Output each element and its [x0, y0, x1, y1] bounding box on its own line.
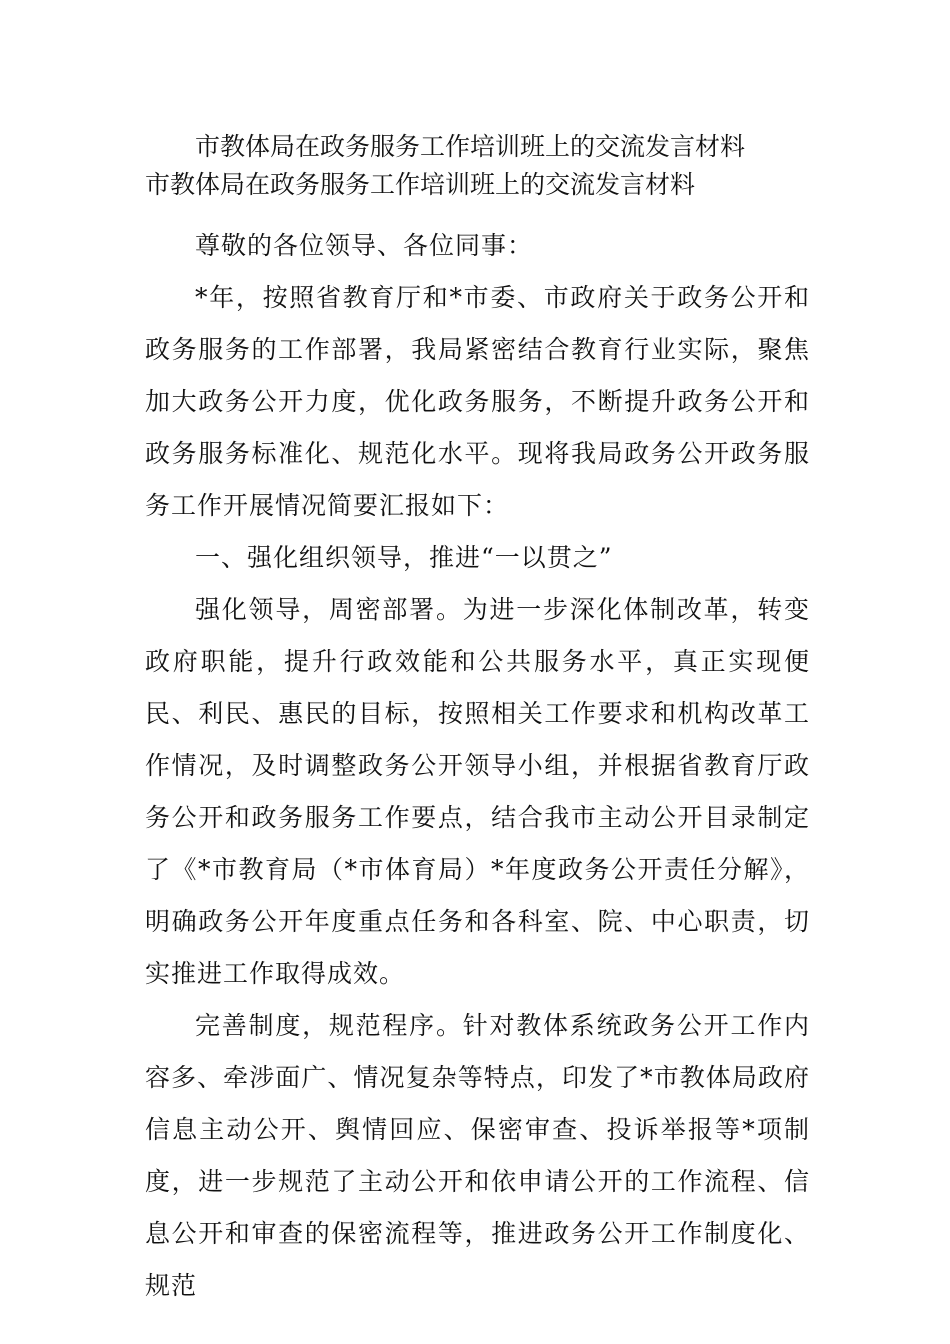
section-heading-1: 一、强化组织领导，推进“一以贯之”: [195, 543, 613, 572]
salutation: 尊敬的各位领导、各位同事：: [195, 231, 534, 260]
document-body: [145, 128, 810, 1312]
document-title-repeat: 市教体局在政务服务工作培训班上的交流发言材料: [145, 170, 696, 199]
document-title: 市教体局在政务服务工作培训班上的交流发言材料: [195, 132, 746, 161]
paragraph-system: 完善制度，规范程序。针对教体系统政务公开工作内容多、牵涉面广、情况复杂等特点，印发了*市教体局政府信息主动公开、舆情回应、保密审查、投诉举报等*项制度，进一步规范了主动公开和依申请公开的工作流程、信息公开和审查的保密流程等，推进政务公开工作制度化、规范: [145, 1011, 810, 1300]
paragraph-intro: *年，按照省教育厅和*市委、市政府关于政务公开和政务服务的工作部署，我局紧密结合教育行业实际，聚焦加大政务公开力度，优化政务服务，不断提升政务公开和政务服务标准化、规范化水平。现将我局政务公开政务服务工作开展情况简要汇报如下：: [145, 283, 810, 520]
paragraph-leadership: 强化领导，周密部署。为进一步深化体制改革，转变政府职能，提升行政效能和公共服务水平，真正实现便民、利民、惠民的目标，按照相关工作要求和机构改革工作情况，及时调整政务公开领导小组，并根据省教育厅政务公开和政务服务工作要点，结合我市主动公开目录制定了《*市教育局（*市体育局）*年度政务公开责任分解》，明确政务公开年度重点任务和各科室、院、中心职责，切实推进工作取得成效。: [145, 595, 810, 988]
